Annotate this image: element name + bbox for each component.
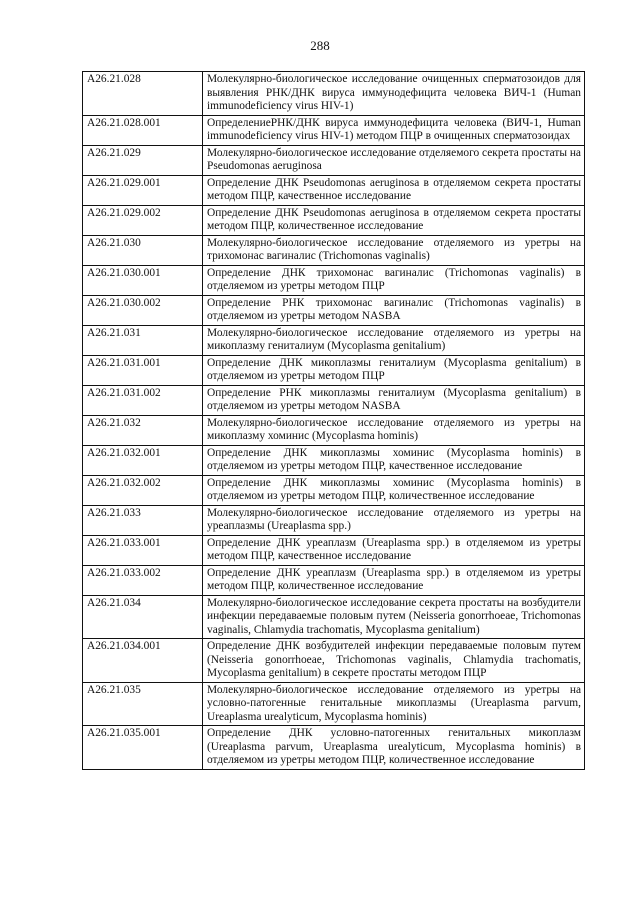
service-code: A26.21.028 (83, 72, 203, 116)
table-row (83, 682, 585, 726)
service-code: A26.21.035.001 (83, 726, 203, 770)
service-description: Молекулярно-биологическое исследование отделяемого из уретры на микоплазму гениталиум (Mycoplasma genitalium) (203, 325, 585, 355)
service-description: Определение ДНК микоплазмы хоминис (Mycoplasma hominis) в отделяемом из уретры методом ПЦР, количественное исследование (203, 475, 585, 505)
service-description: Определение ДНК Pseudomonas aeruginosa в отделяемом секрета простаты методом ПЦР, качественное исследование (203, 175, 585, 205)
service-code: A26.21.033 (83, 505, 203, 535)
service-description: ОпределениеРНК/ДНК вируса иммунодефицита человека (ВИЧ-1, Human immunodeficiency virus HIV-1) методом ПЦР в очищенных сперматозоидах (203, 115, 585, 145)
service-code: A26.21.029.001 (83, 175, 203, 205)
service-description: Определение РНК трихомонас вагиналис (Trichomonas vaginalis) в отделяемом из уретры методом NASBA (203, 295, 585, 325)
table-row (83, 115, 585, 145)
service-description: Определение РНК микоплазмы гениталиум (Mycoplasma genitalium) в отделяемом из уретры методом NASBA (203, 385, 585, 415)
table-row (83, 445, 585, 475)
service-code: A26.21.034.001 (83, 639, 203, 683)
table-row (83, 475, 585, 505)
table-row (83, 415, 585, 445)
service-code: A26.21.030.001 (83, 265, 203, 295)
services-table (82, 71, 585, 770)
service-code: A26.21.033.002 (83, 565, 203, 595)
table-row (83, 175, 585, 205)
services-table-body (83, 72, 585, 770)
service-code: A26.21.029 (83, 145, 203, 175)
service-code: A26.21.028.001 (83, 115, 203, 145)
service-description: Молекулярно-биологическое исследование отделяемого из уретры на уреаплазмы (Ureaplasma spp.) (203, 505, 585, 535)
table-row (83, 639, 585, 683)
service-code: A26.21.035 (83, 682, 203, 726)
table-row (83, 726, 585, 770)
service-code: A26.21.030 (83, 235, 203, 265)
service-description: Молекулярно-биологическое исследование секрета простаты на возбудители инфекции передаваемые половым путем (Neisseria gonorrhoeae, Trichomonas vaginalis, Chlamydia trachomatis, Mycoplasma genitalium) (203, 595, 585, 639)
service-description: Определение ДНК уреаплазм (Ureaplasma spp.) в отделяемом из уретры методом ПЦР, качественное исследование (203, 535, 585, 565)
service-description: Молекулярно-биологическое исследование очищенных сперматозоидов для выявления РНК/ДНК вируса иммунодефицита человека ВИЧ-1 (Human immunodeficiency virus HIV-1) (203, 72, 585, 116)
service-code: A26.21.032 (83, 415, 203, 445)
service-code: A26.21.031 (83, 325, 203, 355)
table-row (83, 355, 585, 385)
table-row (83, 235, 585, 265)
service-code: A26.21.031.001 (83, 355, 203, 385)
service-code: A26.21.031.002 (83, 385, 203, 415)
table-row (83, 535, 585, 565)
table-row (83, 325, 585, 355)
table-row (83, 505, 585, 535)
service-description: Определение ДНК Pseudomonas aeruginosa в отделяемом секрета простаты методом ПЦР, количественное исследование (203, 205, 585, 235)
service-code: A26.21.032.001 (83, 445, 203, 475)
service-code: A26.21.032.002 (83, 475, 203, 505)
table-row (83, 295, 585, 325)
service-code: A26.21.033.001 (83, 535, 203, 565)
service-description: Определение ДНК микоплазмы хоминис (Mycoplasma hominis) в отделяемом из уретры методом ПЦР, качественное исследование (203, 445, 585, 475)
service-description: Определение ДНК условно-патогенных генитальных микоплазм (Ureaplasma parvum, Ureaplasma urealyticum, Mycoplasma hominis) в отделяемом из уретры методом ПЦР, количественное исследование (203, 726, 585, 770)
service-description: Определение ДНК возбудителей инфекции передаваемые половым путем (Neisseria gonorrhoeae, Trichomonas vaginalis, Chlamydia trachomatis, Mycoplasma genitalium) в секрете простаты методом ПЦР (203, 639, 585, 683)
table-row (83, 565, 585, 595)
service-description: Молекулярно-биологическое исследование отделяемого из уретры на условно-патогенные генитальные микоплазмы (Ureaplasma parvum, Ureaplasma urealyticum, Mycoplasma hominis) (203, 682, 585, 726)
table-row (83, 72, 585, 116)
service-code: A26.21.034 (83, 595, 203, 639)
service-description: Определение ДНК микоплазмы гениталиум (Mycoplasma genitalium) в отделяемом из уретры методом ПЦР (203, 355, 585, 385)
service-description: Определение ДНК уреаплазм (Ureaplasma spp.) в отделяемом из уретры методом ПЦР, количественное исследование (203, 565, 585, 595)
service-description: Молекулярно-биологическое исследование отделяемого из уретры на микоплазму хоминис (Mycoplasma hominis) (203, 415, 585, 445)
service-code: A26.21.030.002 (83, 295, 203, 325)
table-row (83, 595, 585, 639)
table-row (83, 265, 585, 295)
table-row (83, 145, 585, 175)
table-row (83, 205, 585, 235)
page-number: 288 (310, 38, 330, 53)
table-row (83, 385, 585, 415)
service-description: Молекулярно-биологическое исследование отделяемого из уретры на трихомонас вагиналис (Trichomonas vaginalis) (203, 235, 585, 265)
service-code: A26.21.029.002 (83, 205, 203, 235)
service-description: Определение ДНК трихомонас вагиналис (Trichomonas vaginalis) в отделяемом из уретры методом ПЦР (203, 265, 585, 295)
service-description: Молекулярно-биологическое исследование отделяемого секрета простаты на Pseudomonas aeruginosa (203, 145, 585, 175)
